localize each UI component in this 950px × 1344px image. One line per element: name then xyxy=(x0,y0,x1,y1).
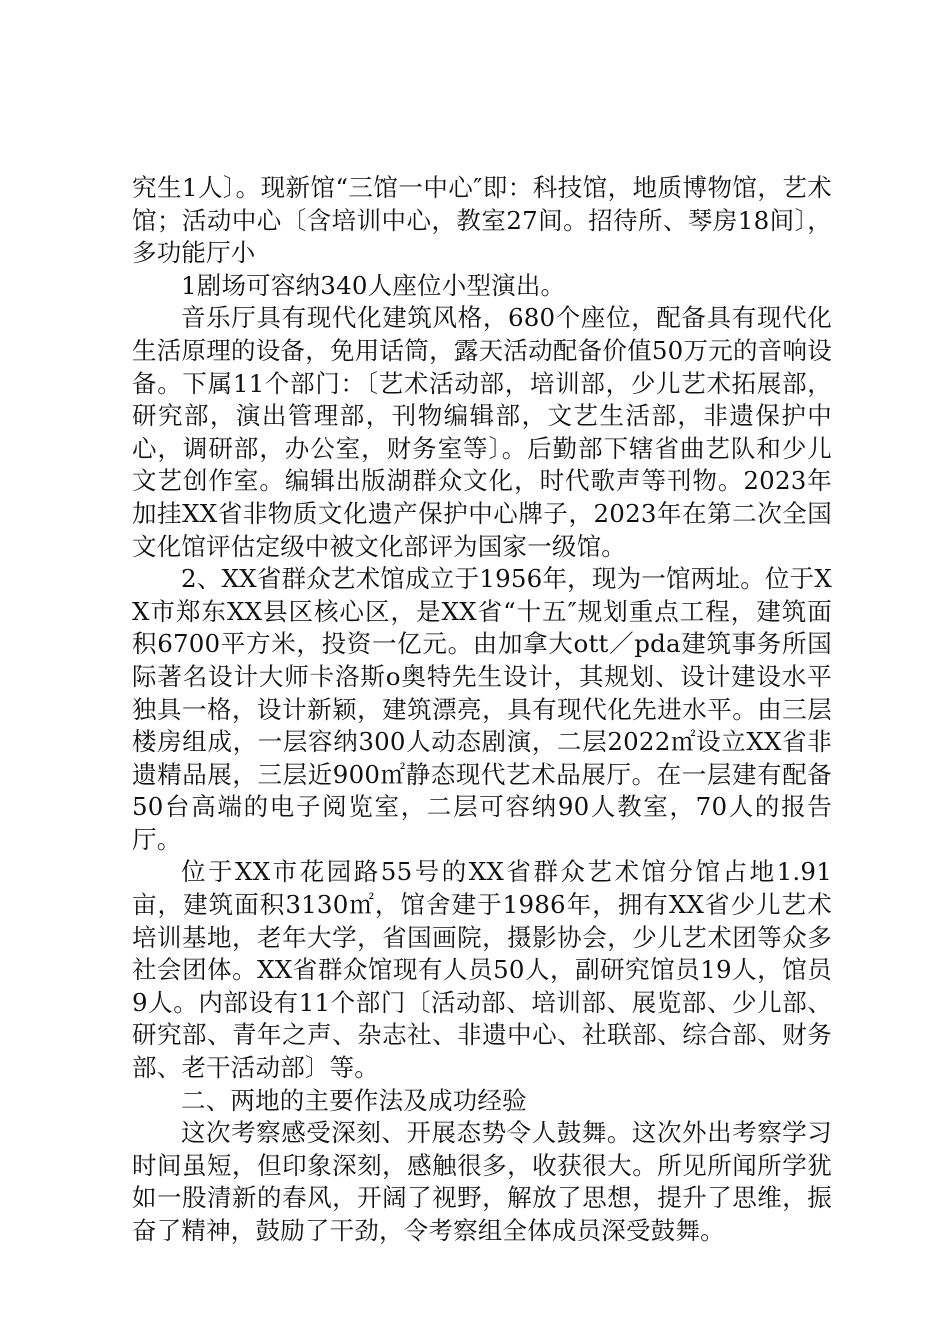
paragraph-7: 这次考察感受深刻、开展态势令人鼓舞。这次外出考察学习时间虽短，但印象深刻，感触很多，收获很大。所见所闻所学犹如一股清新的春风，开阔了视野，解放了思想，提升了思维，振奋了精神，鼓励了干劲，令考察组全体成员深受鼓舞。 xyxy=(132,1118,832,1245)
paragraph-5: 位于XX市花园路55号的XX省群众艺术馆分馆占地1.91亩，建筑面积3130㎡，馆舍建于1986年，拥有XX省少儿艺术培训基地，老年大学，省国画院，摄影协会，少儿艺术团等众多社会团体。XX省群众馆现有人员50人，副研究馆员19人，馆员9人。内部设有11个部门〔活动部、培训部、展览部、少儿部、研究部、青年之声、杂志社、非遗中心、社联部、综合部、财务部、老干活动部〕等。 xyxy=(132,857,832,1083)
paragraph-2: 1剧场可容纳340人座位小型演出。 xyxy=(181,270,566,300)
paragraph-1: 究生1人〕。现新馆“三馆一中心″即：科技馆，地质博物馆，艺术馆；活动中心〔含培训中心，教室27间。招待所、琴房18间〕，多功能厅小 xyxy=(132,173,832,268)
document-body xyxy=(132,172,832,1248)
paragraph-3: 音乐厅具有现代化建筑风格，680个座位，配备具有现代化生活原理的设备，免用话筒，露天活动配备价值50万元的音响设备。下属11个部门：〔艺术活动部，培训部，少儿艺术拓展部，研究部，演出管理部，刊物编辑部，文艺生活部，非遗保护中心，调研部，办公室，财务室等〕。后勤部下辖省曲艺队和少儿文艺创作室。编辑出版湖群众文化，时代歌声等刊物。2023年加挂XX省非物质文化遗产保护中心牌子，2023年在第二次全国文化馆评估定级中被文化部评为国家一级馆。 xyxy=(132,303,832,561)
paragraph-4: 2、XX省群众艺术馆成立于1956年，现为一馆两址。位于XX市郑东XX县区核心区，是XX省“十五″规划重点工程，建筑面积6700平方米，投资一亿元。由加拿大ott／pda建筑事务所国际著名设计大师卡洛斯o奥特先生设计，其规划、设计建设水平独具一格，设计新颖，建筑漂亮，具有现代化先进水平。由三层楼房组成，一层容纳300人动态剧演，二层2022㎡设立XX省非遗精品展，三层近900㎡静态现代艺术品展厅。在一层建有配备50台高端的电子阅览室，二层可容纳90人教室，70人的报告厅。 xyxy=(132,564,832,854)
section-heading: 二、两地的主要作法及成功经验 xyxy=(181,1085,527,1115)
